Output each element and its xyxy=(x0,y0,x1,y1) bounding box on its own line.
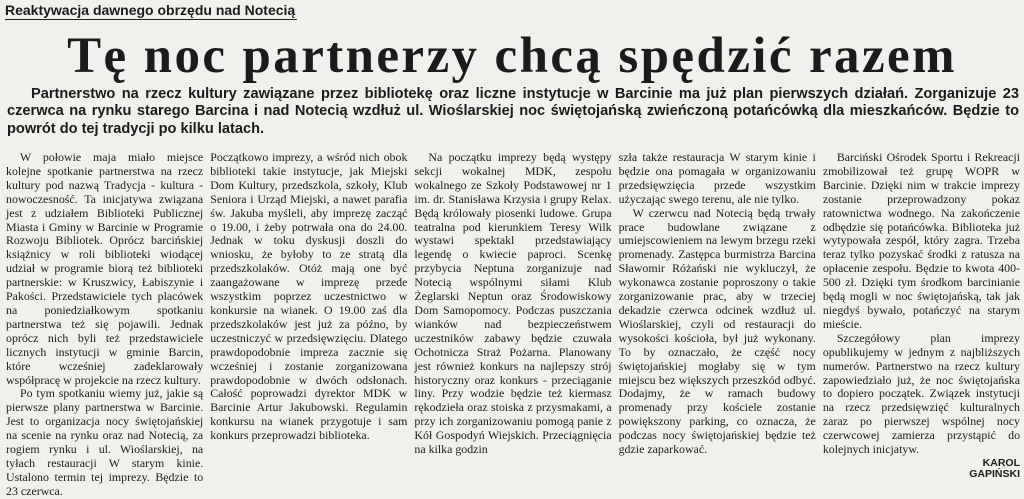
column-1 xyxy=(6,150,204,498)
author-first-name: KAROL xyxy=(982,456,1021,469)
article-body xyxy=(6,150,1021,498)
column-5 xyxy=(823,151,1020,487)
author-signature xyxy=(823,458,1020,481)
paragraph: Po tym spotkaniu wiemy już, jakie są pierwsze plany partnerstwa w Barcinie. Jest to organizacja nocy świętojańskiej na scenie na rynku oraz nad Notecią, za rogiem rynku i ul. Wioślarskiej, na tyłach restauracji W starym kinie. Ustalono termin tej imprezy. Będzie to 23 czerwca. xyxy=(6,386,204,498)
paragraph: W czerwcu nad Notecią będą trwały prace budowlane związane z umiejscowieniem na lewym brzegu rzeki promenady. Zastępca burmistrza Barcina Sławomir Różański nie wykluczył, że wykonawca zostanie poproszony o takie zorganizowanie prac, aby w trzeciej dekadzie czerwca odcinek wzdłuż ul. Wioślarskiej, czyli od restauracji do wysokości kościoła, był już wykonany. To by oznaczało, że część nocy świętojańskiej mogłaby się w tym miejscu bez większych przeszkód odbyć. Dodajmy, że w ramach budowy promenady przy kościele zostanie powiększony parking, co oznacza, że podczas nocy świętojańskiej będzie też gdzie zaparkować. xyxy=(618,205,816,457)
column-4 xyxy=(619,151,816,487)
paragraph: szła także restauracja W starym kinie i będzie ona pomagała w organizowaniu przedsięwzięcia przede wszystkim użyczając swego terenu, ale nie tylko. xyxy=(618,150,816,206)
paragraph: W połowie maja miało miejsce kolejne spotkanie partnerstwa na rzecz kultury pod nazwą Tradycja - kultura - nowoczesność. Ta inicjatywa związana jest z udziałem Biblioteki Publicznej Miasta i Gminy w Barcinie w Programie Rozwoju Bibliotek. Oprócz barcińskiej książnicy w roli biblioteki wiodącej udział w programie biorą też biblioteki partnerskie: w Kruszwicy, Łabiszynie i Pakości. Przedstawiciele tych placówek na poniedziałkowym spotkaniu partnerstwa też się pojawili. Jednak oprócz nich byli też przedstawiciele licznych instytucji w gminie Barcin, które wcześniej zadeklarowały współpracę w projekcie na rzecz kultury. xyxy=(6,150,204,387)
paragraph: Na początku imprezy będą występy sekcji wokalnej MDK, zespołu wokalnego ze Szkoły Podstawowej nr 1 im. dr. Stanisława Krzysia i grupy Relax. Będą królowały piosenki ludowe. Grupa teatralna pod kierunkiem Teresy Wilk wystawi spektakl przedstawiający legendę o kwiecie paproci. Scenkę przybycia Neptuna zorganizuje nad Notecią wspólnymi siłami Klub Żeglarski Neptun oraz Środowiskowy Dom Samopomocy. Podczas puszczania wianków nad bezpieczeństwem uczestników zabawy będzie czuwała Ochotnicza Straż Pożarna. Planowany jest również konkurs na najlepszy strój historyczny oraz konkurs - przeciąganie liny. Przy wodzie będzie też kiermasz rękodzieła oraz stoiska z przysmakami, a przy ich zorganizowaniu pomogą panie z Kół Gospodyń Wiejskich. Przeciągnięcia na kilka godzin xyxy=(414,150,612,457)
section-kicker: Reaktywacja dawnego obrzędu nad Notecią xyxy=(5,2,296,18)
column-3 xyxy=(414,151,611,487)
author-last-name: GAPIŃSKI xyxy=(969,468,1021,481)
headline: Tę noc partnerzy chcą spędzić razem xyxy=(67,28,957,84)
paragraph: Szczegółowy plan imprezy opublikujemy w jednym z najbliższych numerów. Partnerstwo na rzecz kultury zapowiedziało już, że noc świętojańska to dopiero początek. Związek instytucji na rzecz przedsięwzięć kulturalnych zaraz po pierwszej wspólnej nocy czerwcowej zamierza przystąpić do kolejnych inicjatyw. xyxy=(822,330,1021,457)
paragraph: Początkowo imprezy, a wśród nich obok biblioteki takie instytucje, jak Miejski Dom Kultury, przedszkola, szkoły, Klub Seniora i Urząd Miejski, a nawet parafia św. Jakuba myśleli, aby imprezę zacząć o 19.00, i żeby potrwała ona do 24.00. Jednak w toku dyskusji doszli do wniosku, że byłoby to ze stratą dla przedszkolaków. Otóż mają one być zaangażowane w imprezę przede wszystkim poprzez uczestnictwo w konkursie na wianek. O 19.00 zaś dla przedszkolaków jest już za późno, by uczestniczyć w przedsięwzięciu. Dlatego prawdopodobnie impreza zacznie się wcześniej i zostanie zorganizowana prawdopodobnie w dwóch odsłonach. Całość poprowadzi dyrektor MDK w Barcinie Artur Jakubowski. Regulamin konkursu na wianek przygotuje i sam konkurs przeprowadzi biblioteka. xyxy=(210,150,408,443)
paragraph: Barciński Ośrodek Sportu i Rekreacji zmobilizował też grupę WOPR w Barcinie. Dzięki nim w trakcie imprezy zostanie przeprowadzony pokaz ratownictwa wodnego. Na zakończenie odbędzie się potańcówka. Biblioteka już wytypowała zespół, który zagra. Trzeba teraz tylko pozyskać środki z ratusza na opłacenie zespołu. Będzie to kwota 400-500 zł. Dzięki tym środkom barcinianie będą mogli w noc świętojańską, tak jak niegdyś bywało, potańczyć na starym mieście. xyxy=(822,150,1021,331)
column-2 xyxy=(210,151,407,487)
lead-paragraph: Partnerstwo na rzecz kultury zawiązane przez bibliotekę oraz liczne instytucje w Barcinie ma już plan pierwszych działań. Zorganizuje 23 czerwca na rynku starego Barcina i nad Notecią wzdłuż ul. Wioślarskiej noc świętojańską zwieńczoną potańcówką dla mieszkańców. Będzie to powrót do tej tradycji po kilku latach. xyxy=(7,86,1019,137)
